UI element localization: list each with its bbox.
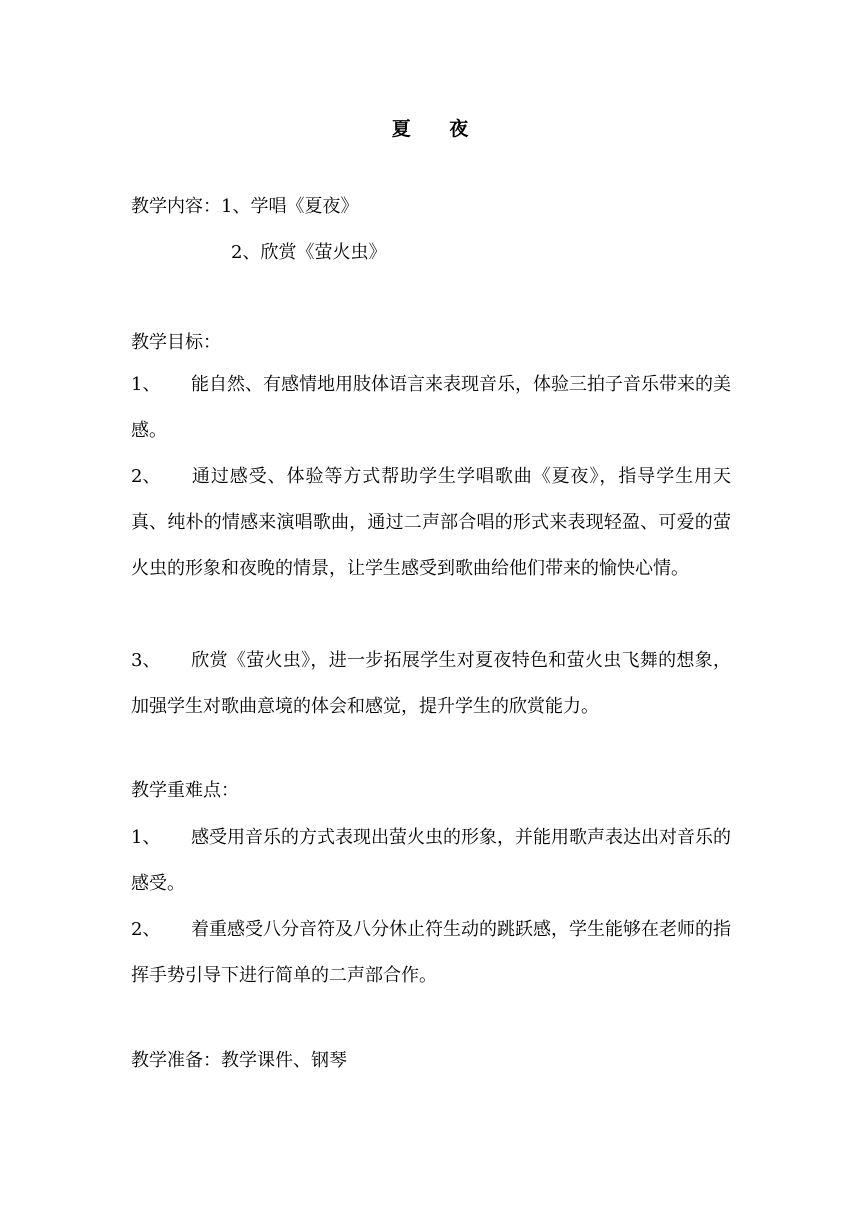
- page-title: 夏 夜: [391, 118, 485, 140]
- goal-text-3: 欣赏《萤火虫》，进一步拓展学生对夏夜特色和萤火虫飞舞的想象，加强学生对歌曲意境的体会和感觉，提升学生的欣赏能力。: [131, 650, 731, 717]
- key-point-text-1: 感受用音乐的方式表现出萤火虫的形象，并能用歌声表达出对音乐的感受。: [131, 827, 731, 894]
- preparation-line: 教学准备：教学课件、钢琴: [131, 1050, 347, 1071]
- key-point-item-2: [131, 907, 731, 999]
- content-item-2: 2、欣赏《萤火虫》: [231, 242, 387, 263]
- goal-number-2: 2、: [131, 466, 161, 487]
- content-label: 教学内容：: [131, 196, 221, 217]
- content-item-1: 1、学唱《夏夜》: [221, 196, 359, 217]
- goal-number-3: 3、: [131, 650, 161, 671]
- goal-text-1: 能自然、有感情地用肢体语言来表现音乐，体验三拍子音乐带来的美感。: [131, 374, 731, 441]
- content-line-1: [131, 192, 358, 222]
- goal-item-1: [131, 362, 731, 454]
- goals-heading: 教学目标：: [131, 332, 221, 353]
- key-point-text-2: 着重感受八分音符及八分休止符生动的跳跃感，学生能够在老师的指挥手势引导下进行简单的二声部合作。: [131, 919, 731, 986]
- goal-text-2: 通过感受、体验等方式帮助学生学唱歌曲《夏夜》，指导学生用天真、纯朴的情感来演唱歌曲，通过二声部合唱的形式来表现轻盈、可爱的萤火虫的形象和夜晚的情景，让学生感受到歌曲给他们带来的愉快心情。: [131, 466, 731, 579]
- key-point-item-1: [131, 815, 731, 907]
- goal-number-1: 1、: [131, 374, 161, 395]
- goal-item-3: [131, 638, 731, 730]
- key-point-number-1: 1、: [131, 827, 161, 848]
- key-point-number-2: 2、: [131, 919, 161, 940]
- goal-item-2: [131, 454, 731, 592]
- key-points-heading: 教学重难点：: [131, 780, 239, 801]
